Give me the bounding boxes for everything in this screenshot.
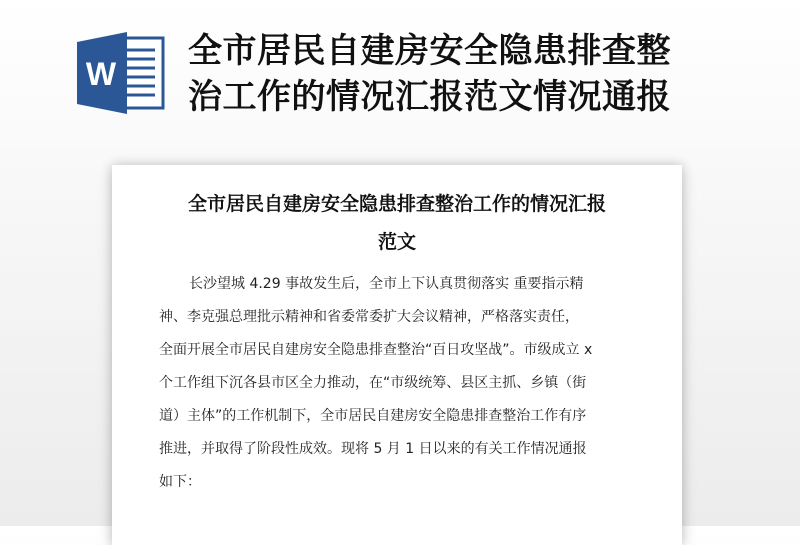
body-line: 长沙望城 4.29 事故发生后，全市上下认真贯彻落实 重要指示精 [189,276,584,292]
document-title-line-2: 范文 [377,231,416,253]
page-title-line-2: 治工作的情况汇报范文情况通报 [188,77,671,117]
page-title-line-1: 全市居民自建房安全隐患排查整 [188,31,671,71]
word-document-icon [75,30,170,115]
body-line: 推进，并取得了阶段性成效。现将 5 月 1 日以来的有关工作情况通报 [159,441,587,457]
page-title [188,28,788,120]
body-line: 神、李克强总理批示精神和省委常委扩大会议精神，严格落实责任， [159,309,579,325]
body-line: 如下： [159,474,201,490]
document-title [112,185,682,261]
body-line: 全面开展全市居民自建房安全隐患排查整治“百日攻坚战”。市级成立 x [159,342,593,358]
word-icon-letter: W [85,56,117,92]
document-body [159,268,657,499]
body-line: 道）主体”的工作机制下，全市居民自建房安全隐患排查整治工作有序 [159,408,587,424]
document-title-line-1: 全市居民自建房安全隐患排查整治工作的情况汇报 [187,193,606,215]
body-line: 个工作组下沉各县市区全力推动，在“市级统筹、县区主抓、乡镇（街 [159,375,587,391]
header-banner [0,0,800,140]
document-page [112,165,682,545]
